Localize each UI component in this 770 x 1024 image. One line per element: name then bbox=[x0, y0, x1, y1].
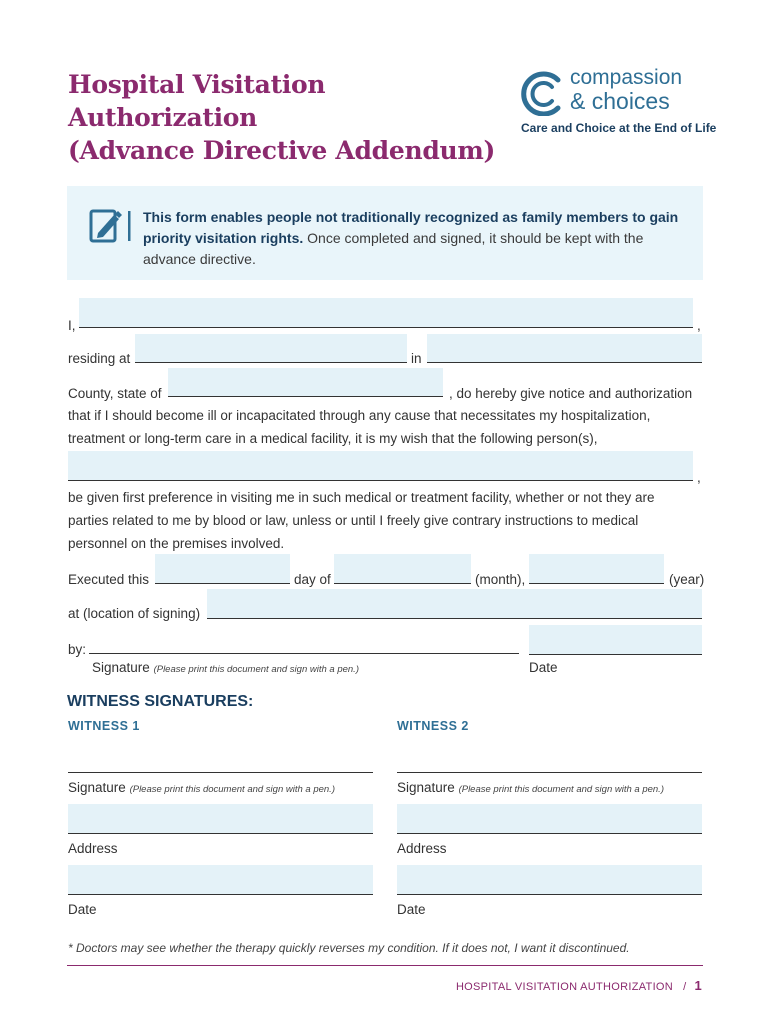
footnote: * Doctors may see whether the therapy quickly reverses my condition. If it does not, I want it discontinued. bbox=[68, 941, 630, 955]
witness-heading: WITNESS SIGNATURES: bbox=[67, 693, 254, 710]
witness-2-label: WITNESS 2 bbox=[397, 719, 469, 733]
para1-line2: treatment or long-term care in a medical facility, it is my wish that the following person(s), bbox=[68, 431, 598, 446]
witness-2-date-label: Date bbox=[397, 902, 426, 917]
residing-label: residing at bbox=[68, 351, 131, 366]
date-label: Date bbox=[529, 660, 558, 675]
county-label: County, state of bbox=[68, 386, 162, 401]
witness-2-address-field[interactable] bbox=[397, 804, 702, 834]
persons-comma: , bbox=[697, 470, 701, 485]
day-of-label: day of bbox=[294, 572, 331, 587]
year-field[interactable] bbox=[529, 554, 664, 584]
para1-line1: that if I should become ill or incapacitated through any cause that necessitates my hospitalization, bbox=[68, 408, 651, 423]
name-comma: , bbox=[697, 318, 701, 333]
signature-note: (Please print this document and sign with a pen.) bbox=[153, 664, 359, 675]
signature-line[interactable] bbox=[89, 653, 519, 654]
signature-label: Signature bbox=[92, 660, 150, 675]
title-line-1: Hospital Visitation bbox=[68, 70, 326, 99]
para2-line2: parties related to me by blood or law, unless or until I freely give contrary instructions to medical bbox=[68, 513, 639, 528]
para2-line3: personnel on the premises involved. bbox=[68, 536, 285, 551]
in-label: in bbox=[411, 351, 422, 366]
month-field[interactable] bbox=[334, 554, 471, 584]
witness-1-address-field[interactable] bbox=[68, 804, 373, 834]
note-pencil-icon bbox=[88, 205, 132, 245]
state-field[interactable] bbox=[168, 368, 443, 397]
in-field[interactable] bbox=[427, 334, 702, 363]
compassion-choices-logo-icon bbox=[520, 70, 568, 116]
witness-1-signature-label: Signature bbox=[68, 780, 126, 795]
para2-line1: be given first preference in visiting me in such medical or treatment facility, whether or not they are bbox=[68, 490, 655, 505]
witness-1-address-label: Address bbox=[68, 841, 118, 856]
date-field[interactable] bbox=[529, 625, 702, 655]
location-label: at (location of signing) bbox=[68, 606, 201, 621]
county-rest: , do hereby give notice and authorization bbox=[449, 386, 693, 401]
paragraph-1 bbox=[68, 404, 650, 450]
witness-2-signature-caption bbox=[397, 779, 664, 799]
info-text bbox=[143, 207, 688, 270]
logo-word-choices: & choices bbox=[570, 88, 670, 114]
executed-label: Executed this bbox=[68, 572, 150, 587]
i-label: I, bbox=[68, 318, 76, 333]
witness-2-signature-label: Signature bbox=[397, 780, 455, 795]
residing-field[interactable] bbox=[135, 334, 407, 363]
witness-2-signature-note: (Please print this document and sign with a pen.) bbox=[458, 784, 664, 795]
by-label: by: bbox=[68, 642, 87, 657]
witness-2-signature-line[interactable] bbox=[397, 772, 702, 773]
witness-2-address-label: Address bbox=[397, 841, 447, 856]
year-label: (year) bbox=[669, 572, 705, 587]
signature-caption bbox=[92, 659, 359, 679]
location-field[interactable] bbox=[207, 589, 702, 619]
persons-field[interactable] bbox=[68, 451, 693, 481]
info-text-rest: Once completed and signed, it should be kept with the advance directive. bbox=[143, 230, 644, 267]
page-number: 1 bbox=[694, 978, 702, 993]
witness-1-date-label: Date bbox=[68, 902, 97, 917]
paragraph-2 bbox=[68, 486, 655, 555]
witness-1-signature-caption bbox=[68, 779, 335, 799]
witness-2-date-field[interactable] bbox=[397, 865, 702, 895]
logo-tagline: Care and Choice at the End of Life bbox=[521, 121, 717, 135]
day-field[interactable] bbox=[155, 554, 290, 584]
footer-separator: / bbox=[683, 981, 687, 993]
page-footer bbox=[456, 978, 702, 993]
witness-1-signature-note: (Please print this document and sign with a pen.) bbox=[129, 784, 335, 795]
month-label: (month), bbox=[475, 572, 526, 587]
footer-text: HOSPITAL VISITATION AUTHORIZATION bbox=[455, 981, 674, 993]
info-text-bold: This form enables people not traditionally recognized as family members to gain priority visitation rights. bbox=[143, 209, 679, 246]
witness-1-date-field[interactable] bbox=[68, 865, 373, 895]
title-line-3: (Advance Directive Addendum) bbox=[68, 136, 496, 165]
name-field[interactable] bbox=[79, 298, 693, 328]
page-title bbox=[68, 68, 495, 167]
witness-1-label: WITNESS 1 bbox=[68, 719, 140, 733]
title-line-2: Authorization bbox=[68, 103, 258, 132]
logo-word-compassion: compassion bbox=[570, 66, 683, 89]
witness-1-signature-line[interactable] bbox=[68, 772, 373, 773]
footer-rule bbox=[67, 965, 703, 966]
